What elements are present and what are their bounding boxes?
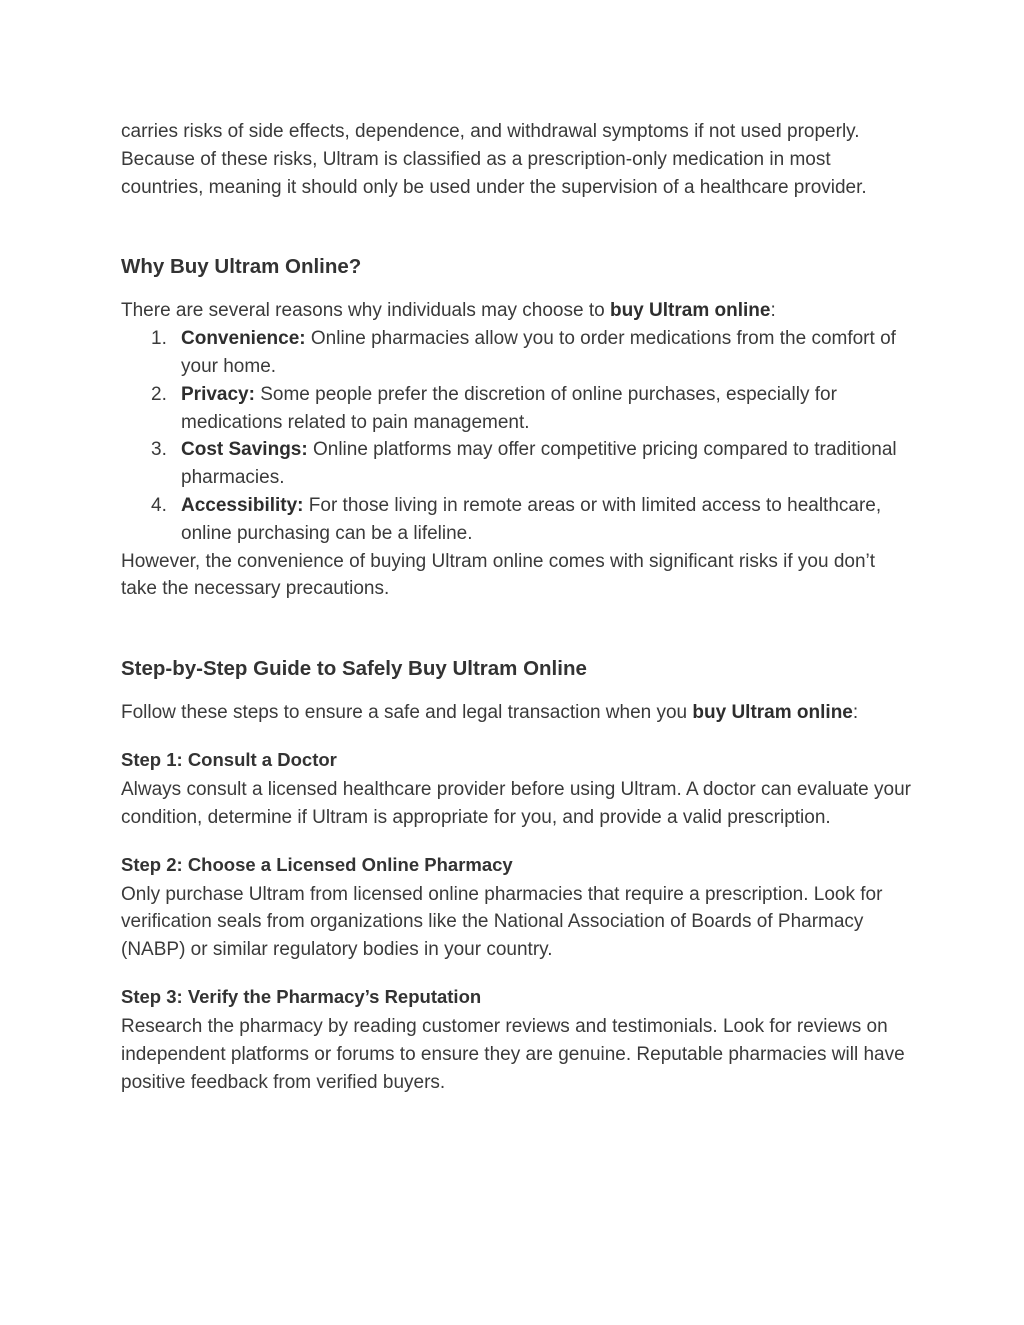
- section-heading-guide: Step-by-Step Guide to Safely Buy Ultram Online: [121, 657, 587, 681]
- list-item-number: 2.: [151, 383, 167, 405]
- intro-paragraph-1: carries risks of side effects, dependence, and withdrawal symptoms if not used properly.: [121, 121, 860, 142]
- list-item-label: Accessibility:: [181, 494, 304, 516]
- list-item-text: Online platforms may offer competitive pricing compared to traditional pharmacies.: [181, 439, 897, 489]
- why-lead-paragraph: [121, 297, 911, 325]
- step-1-heading: Step 1: Consult a Doctor: [121, 748, 337, 770]
- step-2-heading: Step 2: Choose a Licensed Online Pharmacy: [121, 853, 513, 875]
- why-lead-text: There are several reasons why individuals may choose to: [121, 300, 610, 322]
- list-item: [121, 492, 911, 548]
- step-3-body: Research the pharmacy by reading customer reviews and testimonials. Look for reviews on independent platforms or forums to ensure they are genuine. Reputable pharmacies will have positive feedback from verified buyers.: [121, 1015, 905, 1093]
- guide-lead-paragraph: [121, 699, 911, 727]
- list-item: [121, 381, 911, 437]
- intro-paragraph-2: Because of these risks, Ultram is classified as a prescription-only medication in most countries, meaning it should only be used under the supervision of a healthcare provider.: [121, 148, 867, 198]
- list-item-number: 3.: [151, 439, 167, 461]
- list-item-text: Online pharmacies allow you to order medications from the comfort of your home.: [181, 328, 896, 377]
- list-item-label: Privacy:: [181, 383, 255, 405]
- list-item-number: 4.: [151, 494, 167, 516]
- guide-lead-colon: :: [852, 702, 859, 724]
- why-lead-bold: buy Ultram online: [609, 300, 771, 322]
- list-item-label: Cost Savings:: [181, 439, 308, 461]
- step-2-body: Only purchase Ultram from licensed online pharmacies that require a prescription. Look for verification seals from organizations like the National Association of Boards of Pharmacy (NABP) or similar regulatory bodies in your country.: [121, 883, 883, 961]
- why-closing-paragraph: However, the convenience of buying Ultram online comes with significant risks if you don’t take the necessary precautions.: [121, 550, 876, 600]
- why-lead-colon: :: [770, 300, 776, 322]
- list-item-text: Some people prefer the discretion of online purchases, especially for medications related to pain management.: [181, 383, 837, 433]
- document-page: [121, 118, 911, 1096]
- list-item-label: Convenience:: [181, 328, 306, 350]
- list-item-text: For those living in remote areas or with limited access to healthcare, online purchasing can be a lifeline.: [181, 494, 882, 544]
- guide-lead-text: Follow these steps to ensure a safe and legal transaction when you: [121, 702, 693, 724]
- step-3-heading: Step 3: Verify the Pharmacy’s Reputation: [121, 985, 482, 1007]
- list-item: [121, 436, 911, 492]
- step-1-body: Always consult a licensed healthcare provider before using Ultram. A doctor can evaluate your condition, determine if Ultram is appropriate for you, and provide a valid prescription.: [121, 778, 911, 828]
- reasons-list: [121, 325, 911, 547]
- section-heading-why: Why Buy Ultram Online?: [121, 255, 362, 279]
- guide-lead-bold: buy Ultram online: [692, 702, 853, 724]
- list-item: [121, 325, 911, 381]
- list-item-number: 1.: [151, 328, 167, 350]
